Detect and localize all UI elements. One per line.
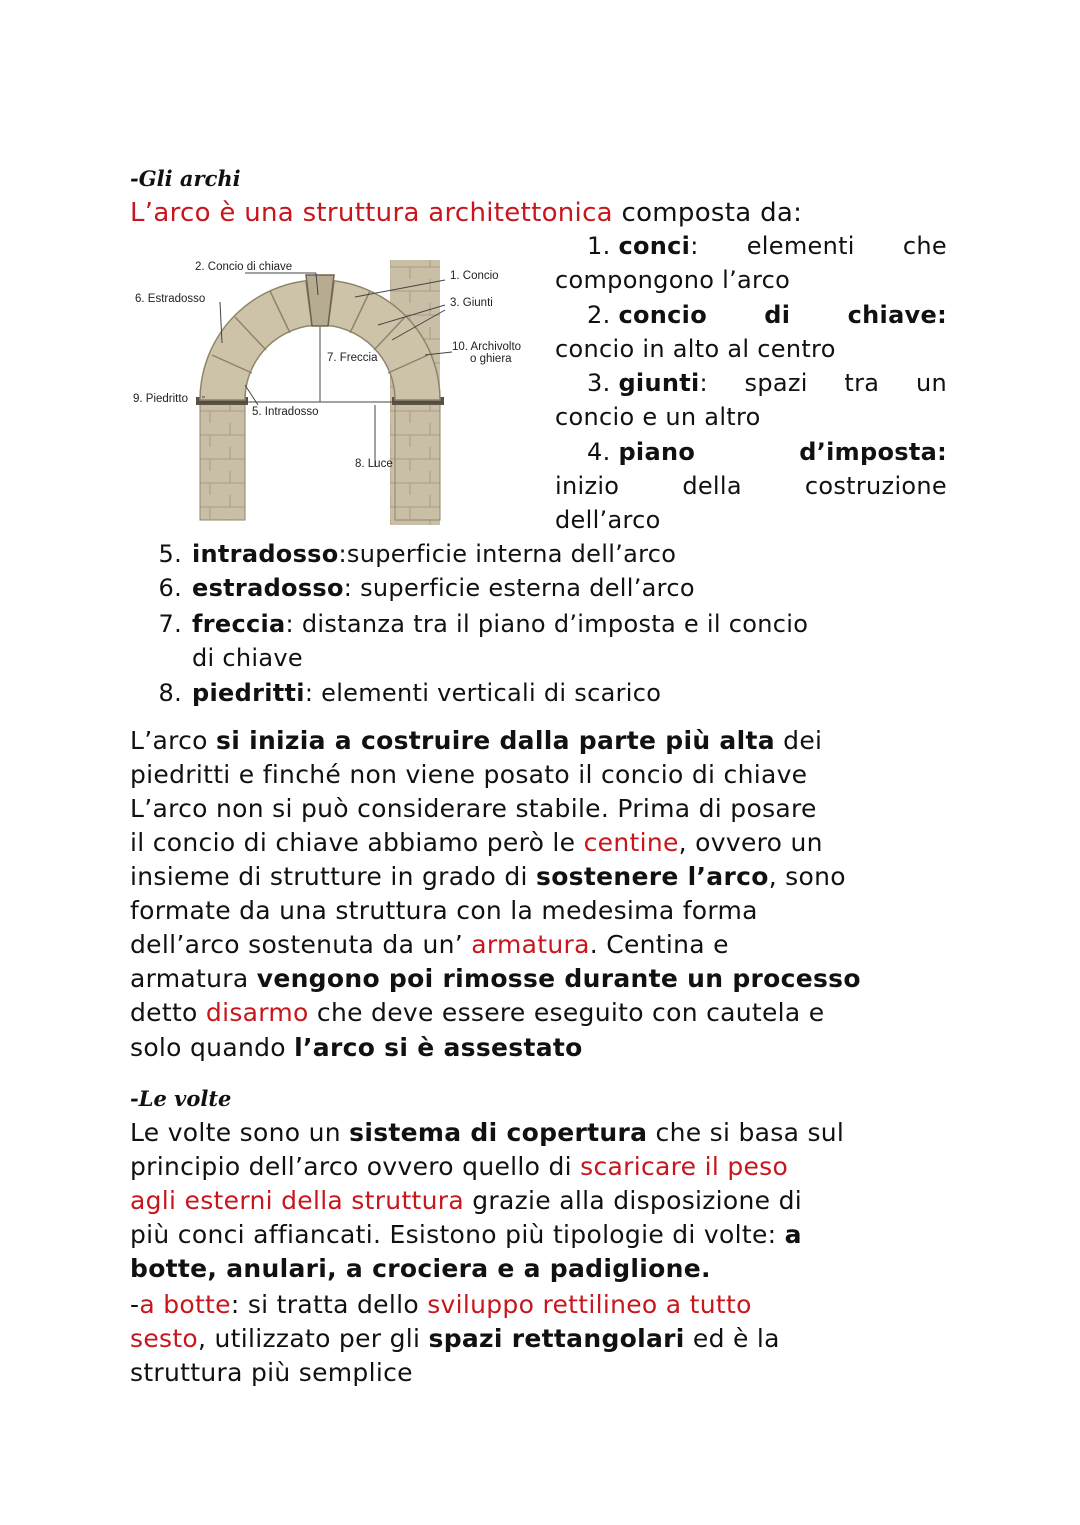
arch-diagram: [130, 255, 540, 525]
list-item-7: 7. freccia: distanza tra il piano d’imposta e il concio: [158, 610, 809, 638]
intro-line: [130, 196, 802, 230]
term-centine: centine: [583, 828, 679, 857]
term-giunti: giunti: [618, 369, 700, 397]
list-item-8: 8. piedritti: elementi verticali di scarico: [158, 679, 662, 707]
list-item-2-cont: concio in alto al centro: [555, 335, 836, 363]
list-item-1-cont: compongono l’arco: [555, 266, 791, 294]
term-estradosso: estradosso: [192, 574, 344, 602]
label-joints: 3. Giunti: [450, 297, 493, 309]
intro-rest: composta da:: [612, 198, 803, 228]
document-page: -Gli archi L’arco è una struttura architettonica composta da: 2. Concio di chiave 1. Concio 6. Estradosso 3. Giunti 10. Archivolto o ghiera 7. Freccia 9. Piedritto 5. Intradosso 8. Luce 1. conci: elementi che compongono l’arco 2. concio di chiave: concio in alto al centro 3. giunti: spazi tra un concio e un altro 4. piano d’imposta: inizio della costruzione dell’arco 5. intradosso:superficie interna dell’arco 6. estradosso: superficie esterna dell’arco 7. freccia: distanza tra il piano d’imposta e il concio di chiave 8. piedritti: elementi verticali di scarico L’arco si inizia a costruire dalla parte più alta dei piedritti e finché non viene posato il concio di chiave L’arco non si può considerare stabile. Prima di posare il concio di chiave abbiamo però le centine, ovvero un insieme di strutture in grado di sostenere l’arco, sono formate da una struttura con la medesima forma dell’arco sostenuta da un’ armatura. Centina e armatura vengono poi rimosse durante un processo detto disarmo che deve essere eseguito con cautela e solo quando l’arco si è assestato -Le volte Le volte sono un sistema di copertura che si basa sul principio dell’arco ovvero quello di scaricare il peso agli esterni della struttura grazie alla disposizione di più conci affiancati. Esistono più tipologie di volte: a botte, anulari, a crociera e a padiglione. -a botte: si tratta dello sviluppo rettilineo a tutto sesto, utilizzato per gli spazi rettangolari ed è la struttura più semplice: [130, 166, 947, 1387]
term-armatura: armatura: [471, 930, 590, 959]
list-item-7-cont: di chiave: [192, 644, 303, 672]
label-pier: 9. Piedritto: [133, 393, 188, 405]
label-archivolt-1: 10. Archivolto: [452, 341, 522, 353]
list-item-6: 6. estradosso: superficie esterna dell’arco: [158, 574, 695, 602]
intro-definition: L’arco è una struttura architettonica: [130, 198, 613, 228]
list-item-4-cont: inizio della costruzione: [555, 472, 947, 500]
right-pier: [395, 400, 440, 520]
section-heading-archi: -Gli archi: [130, 166, 241, 191]
term-concio: concio: [618, 301, 707, 329]
list-item-4-cont2: dell’arco: [555, 506, 661, 534]
label-voussoir: 1. Concio: [450, 270, 499, 282]
section-heading-volte: -Le volte: [130, 1086, 232, 1111]
term-intradosso: intradosso: [192, 540, 339, 568]
list-item-5: 5. intradosso:superficie interna dell’arco: [158, 540, 677, 568]
label-keystone: 2. Concio di chiave: [195, 261, 293, 273]
arch-illustration: [130, 255, 540, 525]
list-item-4: 4. piano d’imposta:: [587, 438, 947, 466]
label-archivolt-2: o ghiera: [470, 353, 512, 365]
left-pier: [200, 400, 245, 520]
label-span: 8. Luce: [355, 458, 393, 470]
list-item-3: 3. giunti: spazi tra un: [587, 369, 947, 397]
list-item-1: 1. conci: elementi che: [587, 232, 947, 260]
label-rise: 7. Freccia: [327, 352, 378, 364]
term-conci: conci: [618, 232, 691, 260]
list-item-2: 2. concio di chiave:: [587, 301, 947, 329]
term-disarmo: disarmo: [205, 998, 309, 1027]
term-piedritti: piedritti: [192, 679, 305, 707]
list-item-3-cont: concio e un altro: [555, 403, 761, 431]
label-intrados: 5. Intradosso: [252, 406, 319, 418]
label-extrados: 6. Estradosso: [135, 293, 206, 305]
term-freccia: freccia: [192, 610, 286, 638]
term-piano: piano: [618, 438, 696, 466]
